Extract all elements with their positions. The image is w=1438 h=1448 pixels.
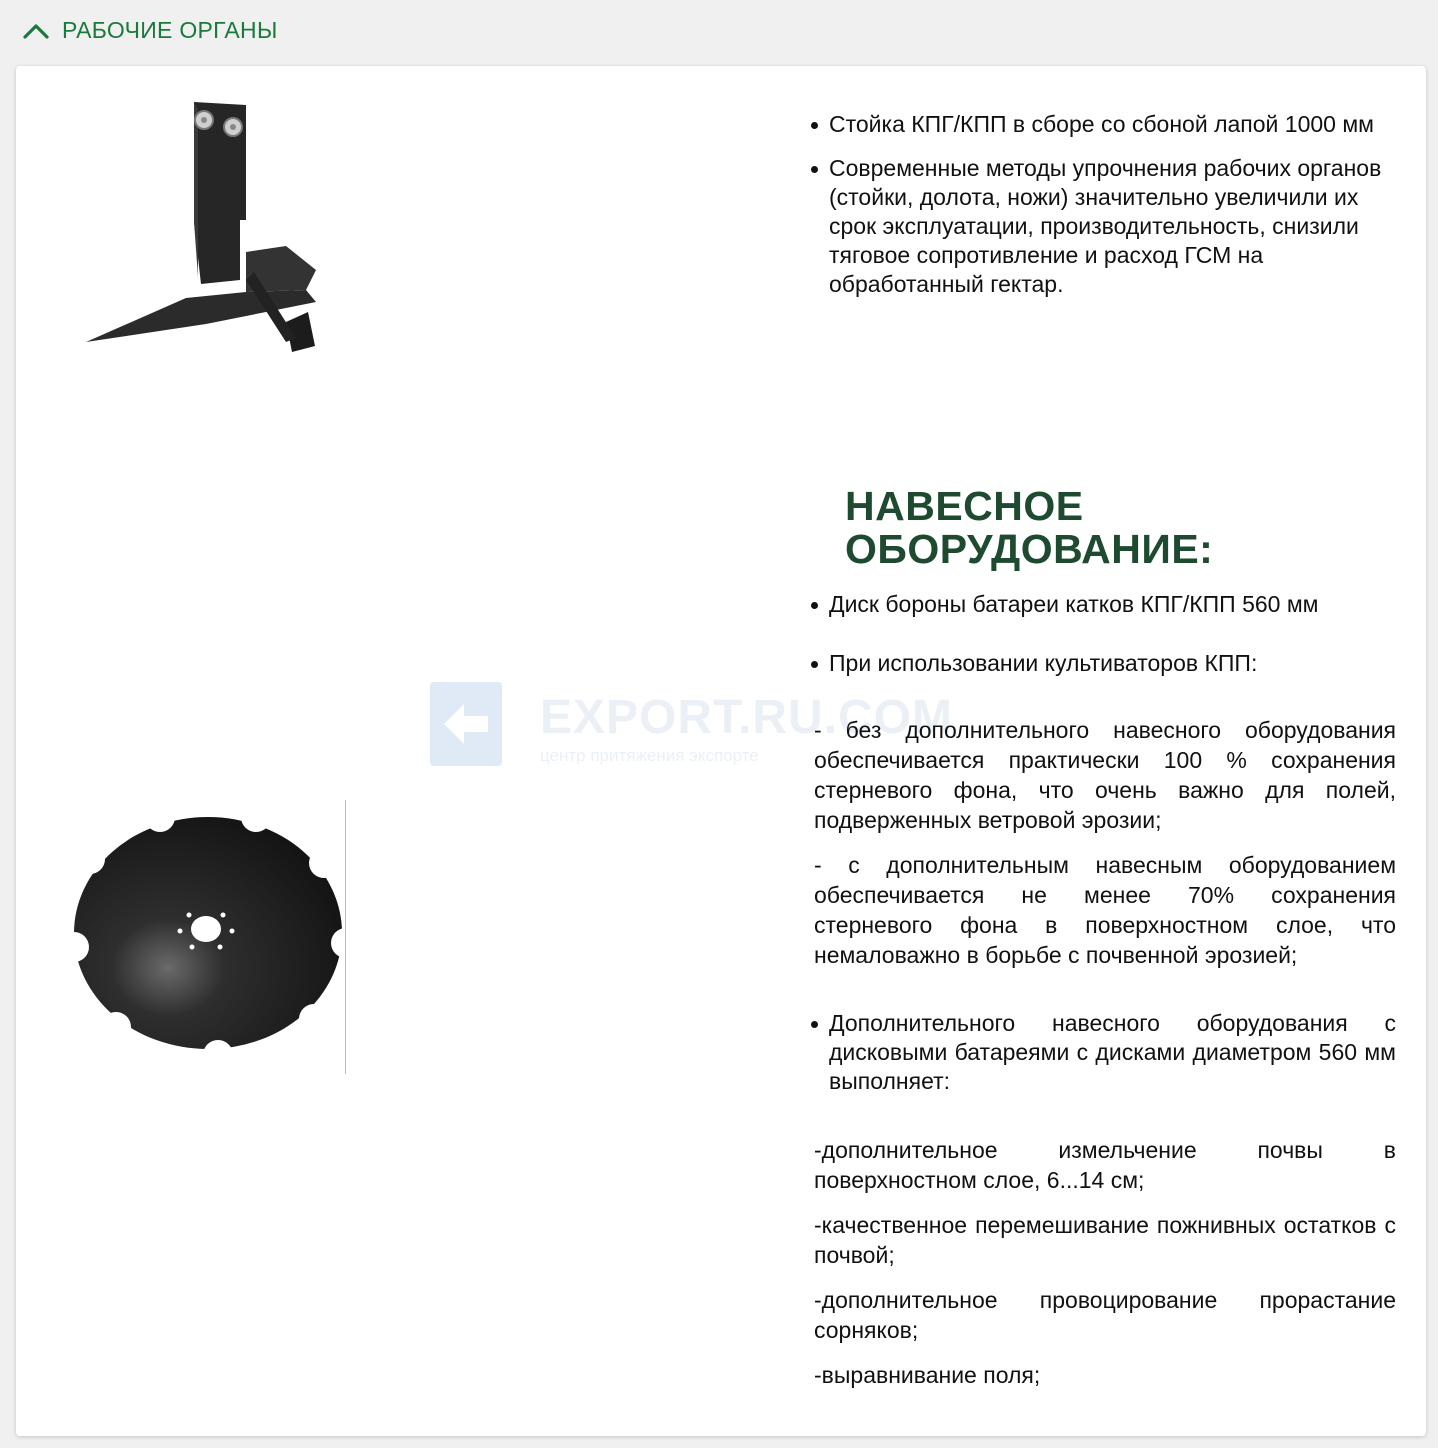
export-logo-icon [430,682,502,766]
accordion-header[interactable] [0,0,1438,62]
disk-bullet-list [829,590,1404,619]
list-item: Современные методы упрочнения рабочих органов (стойки, долота, ножи) значительно увеличили их срок эксплуатации, производительность, снизили тяговое сопротивление и расход ГСМ на обработанный гектар. [829,154,1404,299]
kpp-bullet-list [829,649,1404,678]
shank-bullet-list [829,110,1404,299]
paragraph-without-equipment: - без дополнительного навесного оборудования обеспечивается практически 100 % сохранения стерневого фона, что очень важно для полей, подверженных ветровой эрозии; [814,717,1396,833]
extra-equipment-bullet-list [829,1009,1396,1096]
accordion-title[interactable]: РАБОЧИЕ ОРГАНЫ [62,17,278,43]
function-item: -качественное перемешивание пожнивных остатков с почвой; [814,1212,1396,1268]
function-item: -дополнительное измельчение почвы в поверхностном слое, 6...14 см; [814,1137,1396,1193]
harrow-disk-image [56,811,356,1056]
cultivator-shank-image [86,102,336,364]
list-item: При использовании культиваторов КПП: [829,649,1404,678]
accordion-panel [16,66,1426,1436]
list-item: Стойка КПГ/КПП в сборе со сбоной лапой 1000 мм [829,110,1404,139]
list-item: Дополнительного навесного оборудования с дисковыми батареями с дисками диаметром 560 мм выполняет: [829,1010,1396,1094]
chevron-up-icon[interactable] [22,20,50,42]
watermark-subtext: центр притяжения экспорте [540,746,759,765]
image-divider [345,800,346,1074]
watermark-text: EXPORT.RU.COM [540,691,954,744]
section-heading: НАВЕСНОЕ ОБОРУДОВАНИЕ: [845,483,1214,572]
paragraph-with-equipment: - с дополнительным навесным оборудованием обеспечивается не менее 70% сохранения стерневого фона в поверхностном слое, что немаловажно в борьбе с почвенной эрозией; [814,852,1396,968]
function-item: -дополнительное провоцирование прорастание сорняков; [814,1287,1396,1343]
function-item: -выравнивание поля; [814,1362,1041,1388]
list-item: Диск бороны батареи катков КПГ/КПП 560 мм [829,590,1404,619]
